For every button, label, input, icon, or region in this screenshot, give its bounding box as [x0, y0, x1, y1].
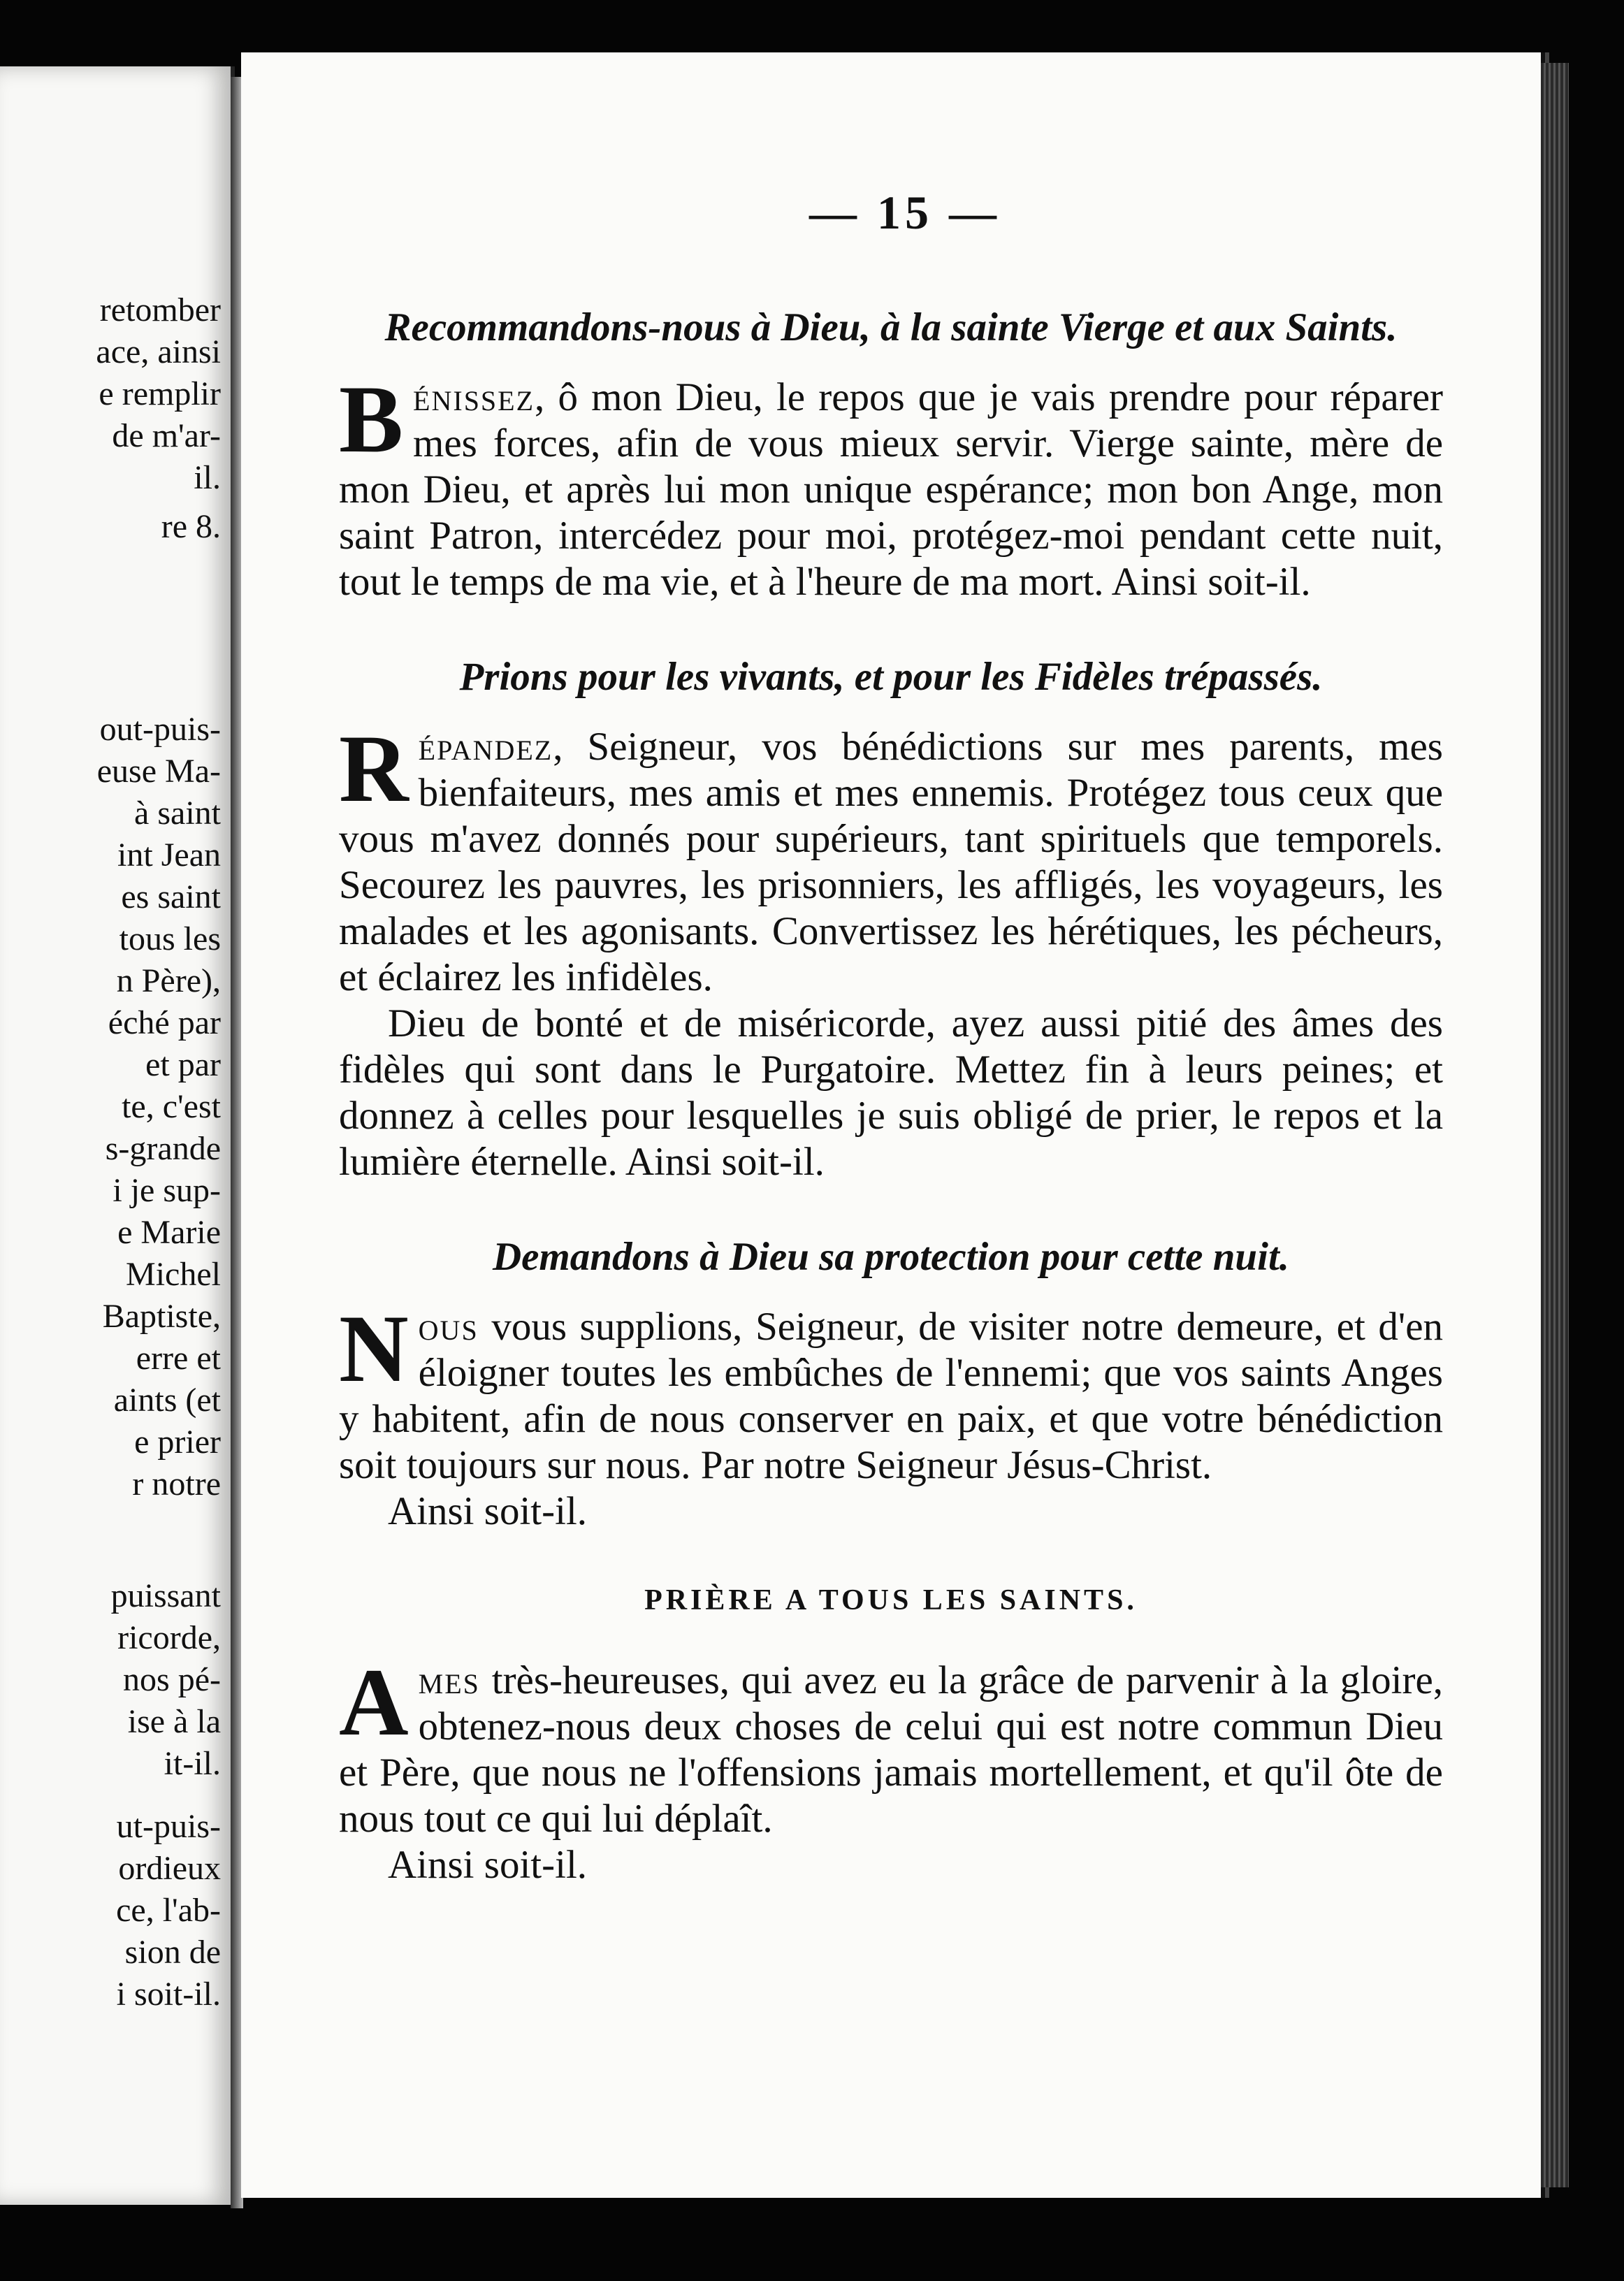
left-page-text-fragment: out-puis-: [99, 711, 221, 748]
section-heading: Demandons à Dieu sa protection pour cette nuit.: [492, 1235, 1290, 1279]
left-page-text-fragment: de m'ar-: [112, 417, 221, 454]
left-page-text-fragment: e remplir: [99, 375, 221, 412]
section-heading: Recommandons-nous à Dieu, à la sainte Vierge et aux Saints.: [384, 305, 1398, 349]
left-page-text-fragment: erre et: [136, 1340, 221, 1377]
section-recommandons: [339, 305, 1443, 605]
paragraph-text: vous supplions, Seigneur, de visiter notre demeure, et d'en éloigner toutes les embûches de l'ennemi; que vos saints Anges y habitent, afin de nous conserver en paix, et que votre bénédiction soit toujours sur nous. Par notre Seigneur Jésus-Christ.: [339, 1305, 1443, 1487]
paragraph-text: très-heureuses, qui avez eu la grâce de parvenir à la gloire, obtenez-nous deux choses de celui qui est notre commun Dieu et Père, que nous ne l'offensions jamais mortellement, et qu'il ôte de nous tout ce qui lui déplaît.: [339, 1658, 1443, 1841]
lead-word: énissez: [413, 375, 535, 419]
left-page-text-fragment: te, c'est: [122, 1088, 221, 1125]
prayer-paragraph: [339, 715, 1443, 1001]
left-facing-page: [0, 66, 235, 2205]
page-edge: [1541, 63, 1569, 2187]
left-page-text-fragment: int Jean: [117, 837, 221, 874]
section-priere-saints: [339, 1584, 1443, 1888]
section-prions: [339, 654, 1443, 1185]
drop-cap: A: [339, 1649, 409, 1755]
prayer-paragraph-2: Dieu de bonté et de miséricorde, ayez aussi pitié des âmes des fidèles qui sont dans le Purgatoire. Mettez fin à leurs peines; et donnez à celles pour lesquelles je suis obligé de prier, le repos et la lumière éternelle. Ainsi soit-il.: [339, 1001, 1443, 1184]
left-page-text-fragment: sion de: [124, 1934, 221, 1971]
left-page-text-fragment: s-grande: [105, 1130, 221, 1167]
left-page-text-fragment: e Marie: [117, 1214, 221, 1251]
prayer-paragraph: [339, 1295, 1443, 1489]
left-page-text-fragment: i soit-il.: [116, 1976, 221, 2013]
left-page-text-fragment: et par: [145, 1046, 221, 1083]
drop-cap: B: [339, 365, 404, 472]
left-page-text-fragment: nos pé-: [123, 1661, 221, 1698]
lead-word: mes: [418, 1658, 480, 1702]
left-page-text-fragment: ut-puis-: [116, 1808, 221, 1845]
left-page-text-fragment: es saint: [121, 878, 221, 915]
drop-cap: R: [339, 715, 409, 822]
left-page-text-fragment: r notre: [132, 1465, 221, 1502]
left-page-text-fragment: ce, l'ab-: [116, 1892, 221, 1929]
left-page-text-fragment: i je sup-: [113, 1172, 221, 1209]
left-page-text-fragment: euse Ma-: [96, 753, 221, 790]
amen-line: Ainsi soit-il.: [388, 1489, 588, 1533]
left-page-text-fragment: ricorde,: [117, 1619, 221, 1656]
left-page-text-fragment: re 8.: [161, 508, 221, 545]
left-page-text-fragment: retomber: [99, 291, 221, 328]
page-content: [339, 185, 1443, 1937]
left-page-text-fragment: aints (et: [113, 1382, 221, 1419]
paragraph-text: , Seigneur, vos bénédictions sur mes parents, mes bienfaiteurs, mes amis et mes ennemis. Protégez tous ceux que vous m'avez donnés pour supérieurs, tant spirituels que temporels. Secourez les pauvres, les prisonniers, les affligés, les voyageurs, les malades et les agonisants. Convertissez les hérétiques, les pécheurs, et éclairez les infidèles.: [339, 725, 1443, 999]
section-demandons: [339, 1234, 1443, 1535]
left-page-text-fragment: ordieux: [118, 1850, 221, 1887]
amen-line: Ainsi soit-il.: [388, 1843, 588, 1887]
drop-cap: N: [339, 1295, 409, 1402]
left-page-text-fragment: it-il.: [164, 1745, 221, 1782]
left-page-text-fragment: ise à la: [127, 1703, 221, 1740]
left-page-text-fragment: éché par: [108, 1004, 221, 1041]
section-heading: Prions pour les vivants, et pour les Fidèles trépassés.: [459, 655, 1323, 699]
section-heading: PRIÈRE A TOUS LES SAINTS.: [644, 1584, 1138, 1616]
left-page-text-fragment: à saint: [134, 795, 221, 832]
prayer-paragraph: [339, 365, 1443, 605]
left-page-text-fragment: puissant: [110, 1577, 221, 1614]
left-page-text-fragment: Baptiste,: [102, 1298, 221, 1335]
left-page-text-fragment: Michel: [126, 1256, 221, 1293]
lead-word: ous: [418, 1305, 479, 1349]
left-page-text-fragment: ace, ainsi: [96, 333, 221, 370]
lead-word: épandez: [418, 725, 553, 769]
prayer-paragraph: [339, 1649, 1443, 1842]
left-page-text-fragment: n Père),: [116, 962, 221, 999]
left-page-text-fragment: e prier: [134, 1424, 221, 1461]
right-page: [241, 52, 1541, 2198]
paragraph-text: , ô mon Dieu, le repos que je vais prendre pour réparer mes forces, afin de vous mieux servir. Vierge sainte, mère de mon Dieu, et après lui mon unique espérance; mon bon Ange, mon saint Patron, intercédez pour moi, protégez-moi pendant cette nuit, tout le temps de ma vie, et à l'heure de ma mort. Ainsi soit-il.: [339, 375, 1443, 604]
left-page-text-fragment: tous les: [119, 920, 221, 957]
left-page-text-fragment: il.: [194, 459, 221, 496]
page-number: — 15 —: [809, 186, 1001, 239]
